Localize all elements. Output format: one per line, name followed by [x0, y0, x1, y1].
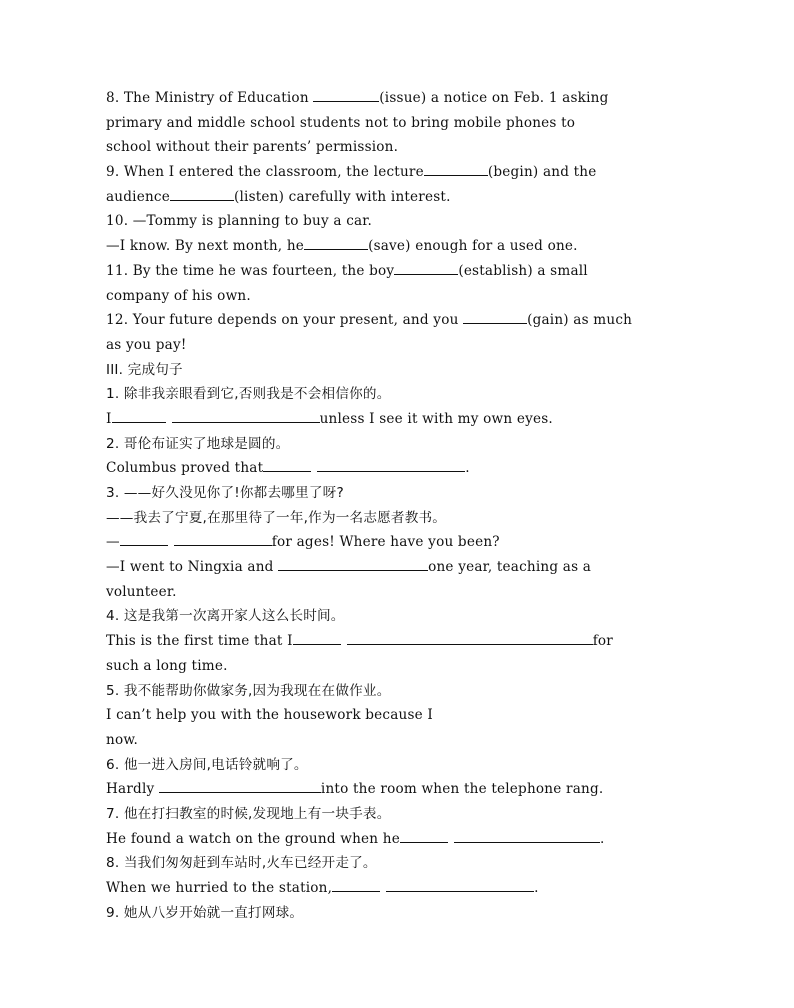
q11-line-2: company of his own.: [106, 287, 251, 304]
s3-answer-blank-1[interactable]: [120, 530, 168, 546]
q11-text: (establish) a small: [458, 262, 588, 279]
s6-chinese: 6. 他一进入房间,电话铃就响了。: [106, 756, 308, 773]
q9-line-1: [106, 160, 706, 185]
q12-text: 12. Your future depends on your present, and you: [106, 312, 464, 329]
s3-english-2: [106, 555, 706, 580]
q12-line-1: [106, 308, 706, 333]
q9-text: (begin) and the: [487, 164, 597, 181]
s8-answer-blank-2[interactable]: [386, 876, 534, 892]
s8-answer-blank-1[interactable]: [332, 876, 380, 892]
s1-chinese: 1. 除非我亲眼看到它,否则我是不会相信你的。: [106, 386, 391, 403]
s6-text: into the room when the telephone rang.: [320, 781, 604, 798]
q11-answer-blank[interactable]: [394, 259, 458, 275]
s2-text: .: [465, 460, 470, 477]
s7-text: He found a watch on the ground when he: [106, 830, 400, 847]
s4-answer-blank-1[interactable]: [293, 629, 341, 645]
s7-english: [106, 827, 706, 852]
q10-text: (save) enough for a used one.: [368, 238, 578, 255]
q9-text: 9. When I entered the classroom, the lecture: [106, 164, 424, 181]
q8-line-2: primary and middle school students not to bring mobile phones to: [106, 114, 576, 131]
s1-text: unless I see it with my own eyes.: [319, 410, 553, 427]
s2-chinese: 2. 哥伦布证实了地球是圆的。: [106, 435, 290, 452]
s1-english: [106, 407, 706, 432]
s4-english: [106, 629, 706, 654]
q10-text: —I know. By next month, he: [106, 238, 305, 255]
q9-text: (listen) carefully with interest.: [233, 188, 451, 205]
s6-text: Hardly: [106, 781, 159, 798]
q11-text: 11. By the time he was fourteen, the boy: [106, 262, 395, 279]
s2-answer-blank-2[interactable]: [317, 456, 465, 472]
q12-answer-blank[interactable]: [463, 308, 527, 324]
s4-chinese: 4. 这是我第一次离开家人这么长时间。: [106, 608, 345, 625]
s2-english: [106, 456, 706, 481]
s2-answer-blank-1[interactable]: [263, 456, 311, 472]
q9-answer-blank-2[interactable]: [170, 185, 234, 201]
q12-text: (gain) as much: [527, 312, 633, 329]
s5-english-2: now.: [106, 731, 139, 748]
q10-answer-blank[interactable]: [304, 234, 368, 250]
s5-chinese: 5. 我不能帮助你做家务,因为我现在在做作业。: [106, 682, 391, 699]
s3-text: —: [106, 534, 120, 551]
q8-answer-blank[interactable]: [313, 86, 379, 102]
s4-text: for: [592, 633, 614, 650]
s8-chinese: 8. 当我们匆匆赶到车站时,火车已经开走了。: [106, 855, 377, 872]
s8-text: When we hurried to the station,: [106, 880, 333, 896]
s3-english-1: [106, 530, 706, 555]
q10-line-2: [106, 234, 706, 259]
s3-text: —I went to Ningxia and: [106, 559, 279, 576]
q8-line-1: [106, 86, 706, 111]
s1-answer-blank-1[interactable]: [112, 407, 166, 423]
q9-answer-blank-1[interactable]: [424, 160, 488, 176]
q8-text: (issue) a notice on Feb. 1 asking: [379, 90, 609, 106]
s8-english: [106, 876, 706, 901]
q11-line-1: [106, 259, 706, 284]
s3-chinese-2: ——我去了宁夏,在那里待了一年,作为一名志愿者教书。: [106, 509, 447, 526]
s3-text: for ages! Where have you been?: [271, 534, 500, 551]
worksheet-page: [106, 86, 706, 925]
s4-text: This is the first time that I: [106, 633, 293, 650]
s7-chinese: 7. 他在打扫教室的时候,发现地上有一块手表。: [106, 805, 391, 822]
s8-text: .: [534, 880, 539, 896]
s9-chinese: 9. 她从八岁开始就一直打网球。: [106, 904, 304, 921]
s4-answer-blank-2[interactable]: [347, 629, 593, 645]
s3-text: one year, teaching as a: [428, 559, 592, 576]
q9-line-2: [106, 185, 706, 210]
s6-answer-blank[interactable]: [159, 777, 321, 793]
s1-text: I: [106, 410, 112, 427]
s3-chinese-1: 3. ——好久没见你了!你都去哪里了呀?: [106, 485, 344, 501]
q12-line-2: as you pay!: [106, 336, 187, 353]
q8-text: 8. The Ministry of Education: [106, 90, 314, 106]
s2-text: Columbus proved that: [106, 460, 264, 477]
s3-answer-blank-3[interactable]: [278, 555, 428, 571]
section-3-title: III. 完成句子: [106, 361, 183, 378]
s7-text: .: [599, 830, 605, 847]
s7-answer-blank-1[interactable]: [400, 827, 448, 843]
s4-english-2: such a long time.: [106, 657, 228, 674]
q10-line-1: 10. —Tommy is planning to buy a car.: [106, 213, 373, 230]
s3-answer-blank-2[interactable]: [174, 530, 272, 546]
s7-answer-blank-2[interactable]: [454, 827, 600, 843]
s5-english: I can’t help you with the housework because I: [106, 707, 434, 724]
s6-english: [106, 777, 706, 802]
s1-answer-blank-2[interactable]: [172, 407, 320, 423]
q9-text: audience: [106, 188, 170, 205]
s3-english-3: volunteer.: [106, 583, 177, 600]
q8-line-3: school without their parents’ permission.: [106, 139, 399, 156]
